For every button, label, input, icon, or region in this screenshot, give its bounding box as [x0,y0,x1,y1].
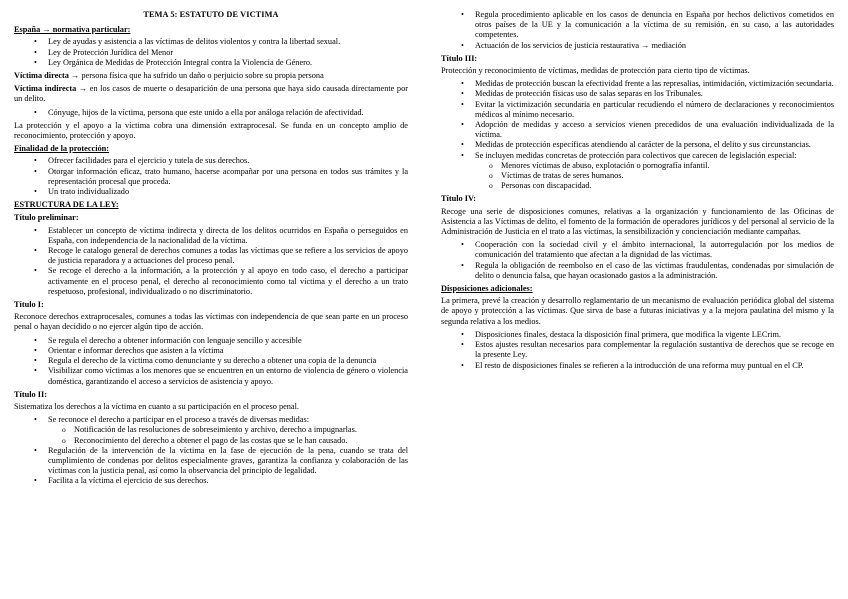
list-item: • Regulación de la intervención de la víctima en la fase de ejecución de la pena, cuando se trata del cumplimiento de condenas por delitos especialmente graves, garantiza la confianza y colaboración de las víctimas con la justicia penal, así como la observancia del principio de legalidad. [48,446,408,477]
titulo4-heading: Título IV: [441,194,476,204]
disposiciones-heading: Disposiciones adicionales: [441,284,533,294]
list-item: • Ley de ayudas y asistencia a las víctimas de delitos violentos y contra la libertad sexual. [48,37,408,47]
victima-directa-label: Víctima directa [14,71,69,81]
disposiciones-paragraph: La primera, prevé la creación y desarrollo reglamentario de un mecanismo de evaluación periódica global del sistema de apoyo y protección a las víctimas. Que sirva de base a futuras iniciativas y a la mejora paulatina del mismo y la segunda relativa a los medios. [441,296,834,326]
titulo1-paragraph: Reconoce derechos extraprocesales, comunes a todas las víctimas con independencia de que sean parte en un proceso penal o hayan decidido o no ejercer algún tipo de acción. [14,312,408,332]
list-item: • Facilita a la víctima el ejercicio de sus derechos. [48,476,408,486]
titulo4-list [441,240,834,281]
list-item: • Orientar e informar derechos que asisten a la víctima [48,346,408,356]
list-item: • Evitar la victimización secundaria en particular recudiendo el número de declaraciones y reconocimientos médicos al mínimo necesario. [475,100,834,120]
victima-directa-text: → persona física que ha sufrido un daño o perjuicio sobre su propia persona [68,71,324,81]
titulo3-sublist [475,161,834,192]
proteccion-paragraph: La protección y el apoyo a la víctima cobra una dimensión extraprocesal. Se funda en un concepto amplio de reconocimiento, protección y apoyo. [14,120,408,141]
titulo2-sublist [48,425,408,445]
list-item: • Se recoge el derecho a la información, a la protección y al apoyo en todo caso, el derecho a participar activamente en el proceso penal, el derecho al reconocimiento como tal víctima y el derecho a un trato respetuoso, profesional, individualizado o no discriminatorio. [48,266,408,297]
preliminar-list [14,226,408,297]
sub-list-item: o Víctimas de tratas de seres humanos. [501,171,834,181]
list-item: • Medidas de protección específicas atendiendo al carácter de la persona, el delito y sus circunstancias. [475,140,834,150]
titulo1-heading: Título I: [14,300,44,310]
list-item: • Establecer un concepto de víctima indirecta y directa de los delitos ocurridos en España o perseguidos en España, con independencia de la nacionalidad de la víctima. [48,226,408,246]
list-item: • Adopción de medidas y acceso a servicios vienen precedidos de una evaluación individualizada de la víctima. [475,120,834,140]
list-item: • Regula el derecho de la víctima como denunciante y su derecho a obtener una copia de la denuncia [48,356,408,366]
titulo2-heading: Título II: [14,389,47,399]
preliminar-heading: Título preliminar: [14,213,79,223]
list-item: • Otorgar información eficaz, trato humano, hacerse acompañar por una persona en todos sus trámites y la representación procesal que proceda. [48,167,408,187]
disposiciones-list [441,330,834,371]
victima-indirecta-paragraph [14,84,408,104]
list-item: • Recoge le catalogo general de derechos comunes a todas las víctimas que se refiere a los servicios de apoyo de justicia reparadora y a actuaciones del proceso penal. [48,246,408,266]
top-list [441,10,834,51]
titulo3-paragraph: Protección y reconocimiento de víctimas, medidas de protección para cierto tipo de víctimas. [441,66,750,76]
list-item: • Disposiciones finales, destaca la disposición final primera, que modifica la vigente LECrim. [475,330,834,340]
document-title: TEMA 5: ESTATUTO DE VICTIMA [143,10,279,19]
victima-directa-paragraph [14,71,408,81]
list-item: • Medidas de protección físicas uso de salas separas en los Tribunales. [475,89,834,99]
list-item: • El resto de disposiciones finales se refieren a la introducción de una reforma muy puntual en el CP. [475,361,834,371]
sub-list-item: o Menores víctimas de abuso, explotación o pornografía infantil. [501,161,834,171]
sub-list-item: o Notificación de las resoluciones de sobreseimiento y archivo, derecho a impugnarlas. [74,425,408,435]
titulo4-paragraph: Recoge una serie de disposiciones comunes, relativas a la organización y funcionamiento de las Oficinas de Asistencia a las Víctimas de delito, el fomento de la formación de operadores jurídicos y del personal al servicio de la Administración de Justicia en el trato a las víctimas, la sensibilización y concienciación mediante campañas. [441,206,834,237]
list-item: • Cónyuge, hijos de la víctima, persona que este unido a ella por análoga relación de afectividad. [48,108,408,118]
list-item: • Regula la obligación de reembolso en el caso de las víctimas fraudulentas, condenadas por simulación de delito o denuncia falsa, que hayan ocasionado gastos a la administración. [475,261,834,281]
list-item: • Un trato individualizado [48,187,408,197]
list-item: • Ley Orgánica de Medidas de Protección Integral contra la Violencia de Género. [48,58,408,68]
list-item: • Cooperación con la sociedad civil y el ámbito internacional, la autorregulación por los medios de comunicación del tratamiento que afectan a la dignidad de las víctimas. [475,240,834,260]
indirecta-list [14,108,408,118]
list-item: • Ofrecer facilidades para el ejercicio y tutela de sus derechos. [48,156,408,166]
list-item: • Visibilizar como víctimas a los menores que se encuentren en un entorno de violencia de género o violencia doméstica, garantizando el acceso a servicios de asistencia y apoyo. [48,366,408,386]
right-column [441,10,834,374]
sub-list-item: o Personas con discapacidad. [501,181,834,191]
list-item-text: Se incluyen medidas concretas de protección para colectivos que carecen de legislación especial: [475,150,797,160]
list-item [475,151,834,192]
espana-list [14,37,408,68]
espana-heading: España → normativa particular: [14,25,131,35]
titulo3-heading: Título III: [441,53,478,63]
list-item: • Estos ajustes resultan necesarios para complementar la regulación sustantiva de derechos que se recoge en la presente Ley. [475,340,834,360]
sub-list-item: o Reconocimiento del derecho a obtener el pago de las costas que se le han causado. [74,436,408,446]
list-item: • Actuación de los servicios de justicia restaurativa → mediación [475,41,834,51]
victima-indirecta-text: → en los casos de muerte o desaparición de una persona que haya sido causada directamente por un delito. [14,84,408,104]
titulo2-paragraph: Sistematiza los derechos a la víctima en cuanto a su participación en el proceso penal. [14,401,299,411]
titulo3-list [441,79,834,191]
finalidad-heading: Finalidad de la protección: [14,144,110,154]
list-item: • Regula procedimiento aplicable en los casos de denuncia en España por hechos delictivos cometidos en otros países de la UE y la comunicación a la víctima de su remisión, en su caso, a las autoridades competentes. [475,10,834,41]
list-item [48,415,408,446]
list-item: • Medidas de protección buscan la efectividad frente a las represalias, intimidación, victimización secundaria. [475,79,834,89]
left-column [14,10,408,490]
finalidad-list [14,156,408,197]
list-item-text: Se reconoce el derecho a participar en el proceso a través de diversas medidas: [48,415,309,425]
estructura-heading: ESTRUCTURA DE LA LEY: [14,200,119,210]
list-item: • Ley de Protección Jurídica del Menor [48,48,408,58]
victima-indirecta-label: Víctima indirecta [14,84,77,94]
titulo1-list [14,336,408,387]
titulo2-list [14,415,408,486]
list-item: • Se regula el derecho a obtener información con lenguaje sencillo y accesible [48,336,408,346]
